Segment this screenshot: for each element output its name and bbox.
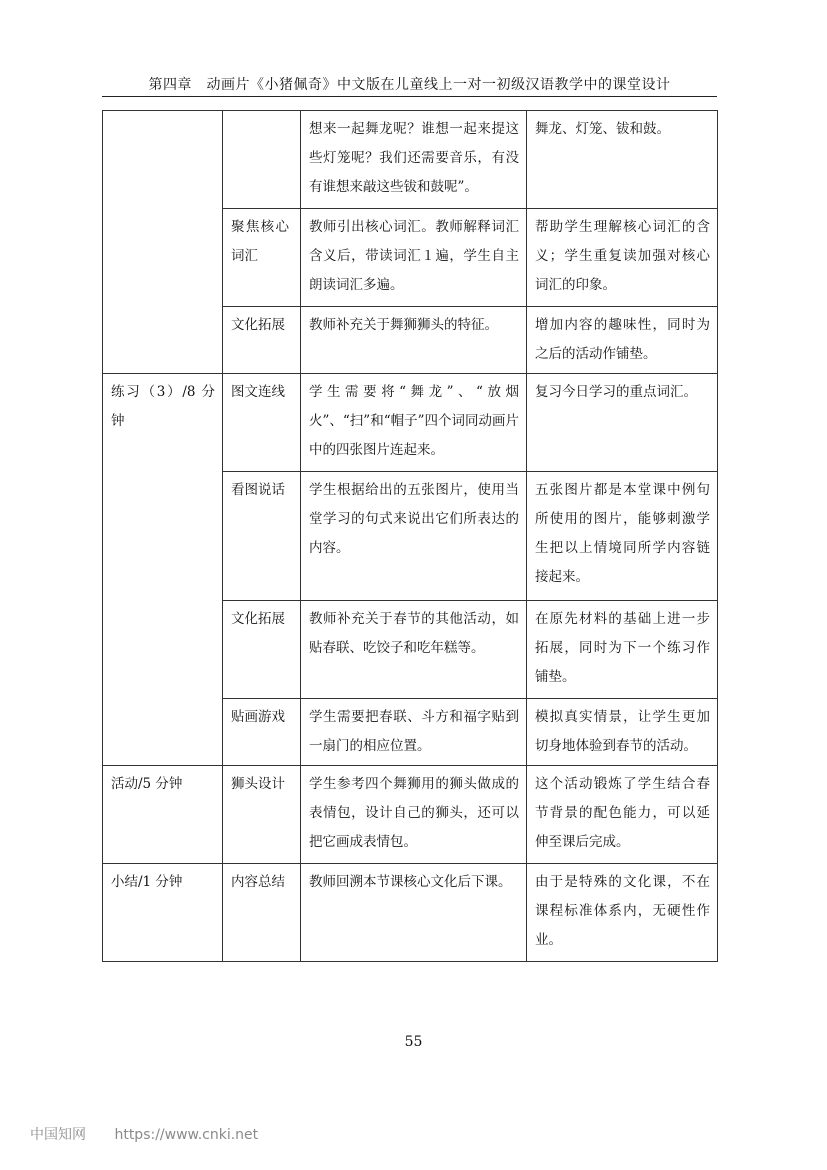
step-cell: 狮头设计 xyxy=(223,766,301,864)
stage-cell: 练习（3）/8 分钟 xyxy=(103,374,223,766)
table-row xyxy=(103,864,718,962)
purpose-cell: 复习今日学习的重点词汇。 xyxy=(527,374,718,472)
purpose-cell: 由于是特殊的文化课，不在课程标准体系内，无硬性作业。 xyxy=(527,864,718,962)
step-cell: 图文连线 xyxy=(223,374,301,472)
purpose-cell: 在原先材料的基础上进一步拓展，同时为下一个练习作铺垫。 xyxy=(527,601,718,699)
table-row xyxy=(103,111,718,209)
site-name: 中国知网 xyxy=(30,1127,86,1143)
footer-watermark xyxy=(30,1124,258,1144)
content-cell: 学生参考四个舞狮用的狮头做成的表情包，设计自己的狮头，还可以把它画成表情包。 xyxy=(301,766,527,864)
content-cell: 学生需要把春联、斗方和福字贴到一扇门的相应位置。 xyxy=(301,699,527,766)
content-cell: 教师回溯本节课核心文化后下课。 xyxy=(301,864,527,962)
stage-cell xyxy=(103,111,223,374)
step-cell: 文化拓展 xyxy=(223,307,301,374)
step-cell: 看图说话 xyxy=(223,472,301,601)
step-cell: 聚焦核心词汇 xyxy=(223,209,301,307)
table-row xyxy=(103,374,718,472)
running-header: 第四章 动画片《小猪佩奇》中文版在儿童线上一对一初级汉语教学中的课堂设计 xyxy=(148,77,671,93)
site-url-link[interactable]: https://www.cnki.net xyxy=(114,1127,259,1143)
content-cell: 学生根据给出的五张图片，使用当堂学习的句式来说出它们所表达的内容。 xyxy=(301,472,527,601)
step-cell: 内容总结 xyxy=(223,864,301,962)
step-cell: 文化拓展 xyxy=(223,601,301,699)
purpose-cell: 舞龙、灯笼、钹和鼓。 xyxy=(527,111,718,209)
content-cell: 教师补充关于春节的其他活动，如贴春联、吃饺子和吃年糕等。 xyxy=(301,601,527,699)
stage-cell: 活动/5 分钟 xyxy=(103,766,223,864)
purpose-cell: 帮助学生理解核心词汇的含义；学生重复读加强对核心词汇的印象。 xyxy=(527,209,718,307)
purpose-cell: 模拟真实情景，让学生更加切身地体验到春节的活动。 xyxy=(527,699,718,766)
content-cell: 学生需要将“舞龙”、“放烟火”、“扫”和“帽子”四个词同动画片中的四张图片连起来。 xyxy=(301,374,527,472)
table-row xyxy=(103,766,718,864)
lesson-plan-table xyxy=(102,110,718,962)
content-cell: 想来一起舞龙呢？谁想一起来提这些灯笼呢？我们还需要音乐，有没有谁想来敲这些钹和鼓呢”。 xyxy=(301,111,527,209)
purpose-cell: 这个活动锻炼了学生结合春节背景的配色能力，可以延伸至课后完成。 xyxy=(527,766,718,864)
step-cell: 贴画游戏 xyxy=(223,699,301,766)
stage-cell: 小结/1 分钟 xyxy=(103,864,223,962)
content-cell: 教师引出核心词汇。教师解释词汇含义后，带读词汇１遍，学生自主朗读词汇多遍。 xyxy=(301,209,527,307)
step-cell xyxy=(223,111,301,209)
header-rule xyxy=(102,96,717,97)
content-cell: 教师补充关于舞狮狮头的特征。 xyxy=(301,307,527,374)
page-number: 55 xyxy=(404,1034,423,1050)
purpose-cell: 五张图片都是本堂课中例句所使用的图片，能够刺激学生把以上情境同所学内容链接起来。 xyxy=(527,472,718,601)
purpose-cell: 增加内容的趣味性，同时为之后的活动作铺垫。 xyxy=(527,307,718,374)
